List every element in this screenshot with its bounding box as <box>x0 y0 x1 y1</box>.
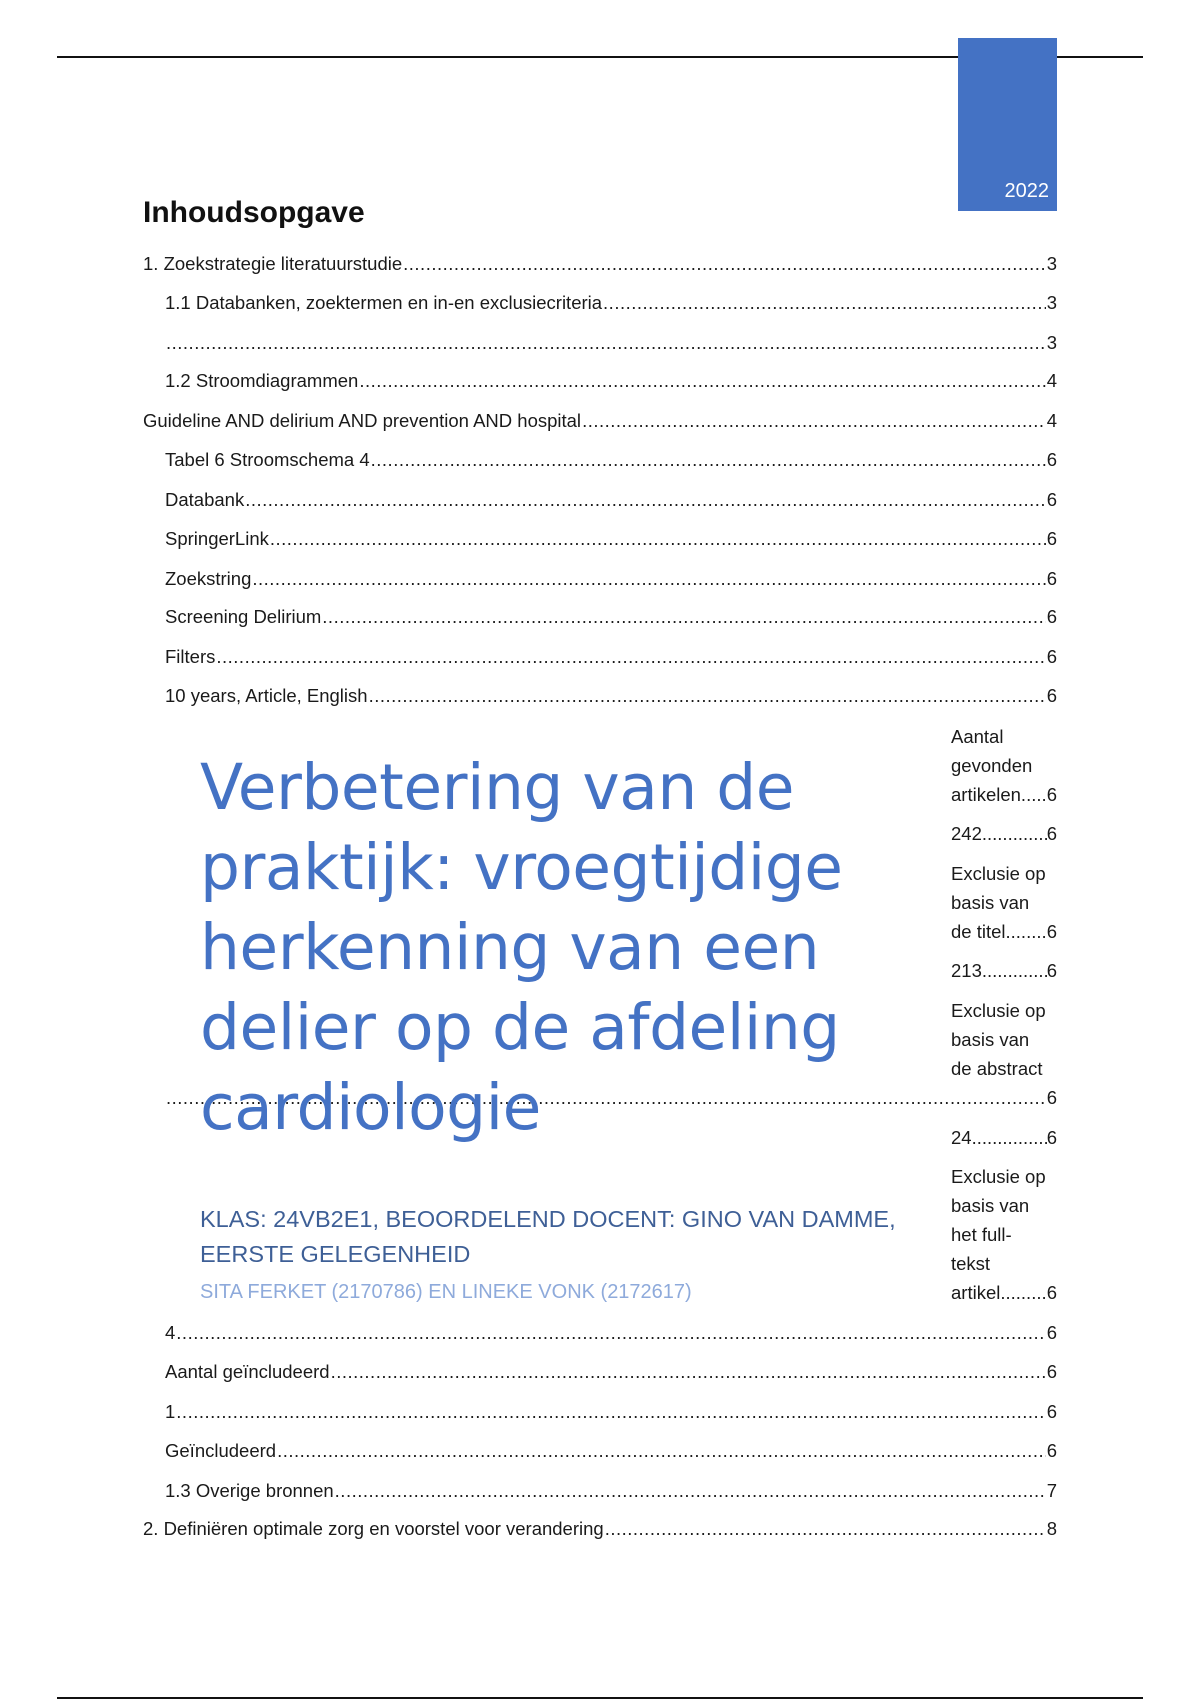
year-label: 2022 <box>1004 180 1049 202</box>
toc-entry[interactable]: Tabel 6 Stroomschema 4 ..... 6 <box>165 447 1057 473</box>
toc-side-entry[interactable]: 213 ..... 6 <box>951 956 1057 985</box>
toc-entry[interactable]: 4 ..... 6 <box>165 1320 1057 1346</box>
cover-authors: SITA FERKET (2170786) EN LINEKE VONK (2172617) <box>200 1281 692 1303</box>
toc-entry[interactable]: 1.3 Overige bronnen ..... 7 <box>165 1478 1057 1504</box>
cover-title: Verbetering van de praktijk: vroegtijdige herkenning van een delier op de afdeling cardiologie <box>200 751 843 1144</box>
toc-entry[interactable]: 10 years, Article, English ..... 6 <box>165 683 1057 709</box>
toc-entry[interactable]: 2. Definiëren optimale zorg en voorstel voor verandering ..... 8 <box>143 1516 1057 1542</box>
toc-entry[interactable]: Geïncludeerd ..... 6 <box>165 1438 1057 1464</box>
toc-entry[interactable]: Databank ..... 6 <box>165 487 1057 513</box>
toc-entry[interactable]: Aantal geïncludeerd ..... 6 <box>165 1359 1057 1385</box>
toc-entry[interactable]: 1 ..... 6 <box>165 1399 1057 1425</box>
toc-entry[interactable]: 1.2 Stroomdiagrammen ..... 4 <box>165 368 1057 394</box>
toc-side-entry[interactable]: Exclusie op basis van het full- tekst artikel ..... 6 <box>951 1162 1057 1307</box>
footer-rule <box>57 1697 1143 1699</box>
toc-side-entry[interactable]: Exclusie op basis van de titel ..... 6 <box>951 859 1057 946</box>
toc-heading: Inhoudsopgave <box>143 196 365 229</box>
toc-side-entry[interactable]: 24 ..... 6 <box>951 1123 1057 1152</box>
toc-entry[interactable]: 1. Zoekstrategie literatuurstudie ..... 3 <box>143 251 1057 277</box>
toc-entry[interactable]: ..... 6 <box>165 1085 1057 1111</box>
toc-entry[interactable]: Guideline AND delirium AND prevention AND hospital ..... 4 <box>143 408 1057 434</box>
toc-entry[interactable]: ..... 3 <box>165 330 1057 356</box>
toc-side-entry[interactable]: Aantal gevonden artikelen. ..... 6 <box>951 722 1057 809</box>
toc-side-entry[interactable]: 242 ..... 6 <box>951 819 1057 848</box>
toc-entry[interactable]: SpringerLink ..... 6 <box>165 526 1057 552</box>
toc-side-entry[interactable]: Exclusie op basis van de abstract <box>951 1000 1046 1079</box>
toc-entry[interactable]: Zoekstring ..... 6 <box>165 566 1057 592</box>
cover-subtitle: KLAS: 24VB2E1, BEOORDELEND DOCENT: GINO VAN DAMME, EERSTE GELEGENHEID <box>200 1206 896 1267</box>
toc-entry[interactable]: Screening Delirium ..... 6 <box>165 604 1057 630</box>
year-block <box>958 38 1057 211</box>
toc-entry[interactable]: Filters ..... 6 <box>165 644 1057 670</box>
toc-entry[interactable]: 1.1 Databanken, zoektermen en in-en exclusiecriteria ..... 3 <box>165 290 1057 316</box>
